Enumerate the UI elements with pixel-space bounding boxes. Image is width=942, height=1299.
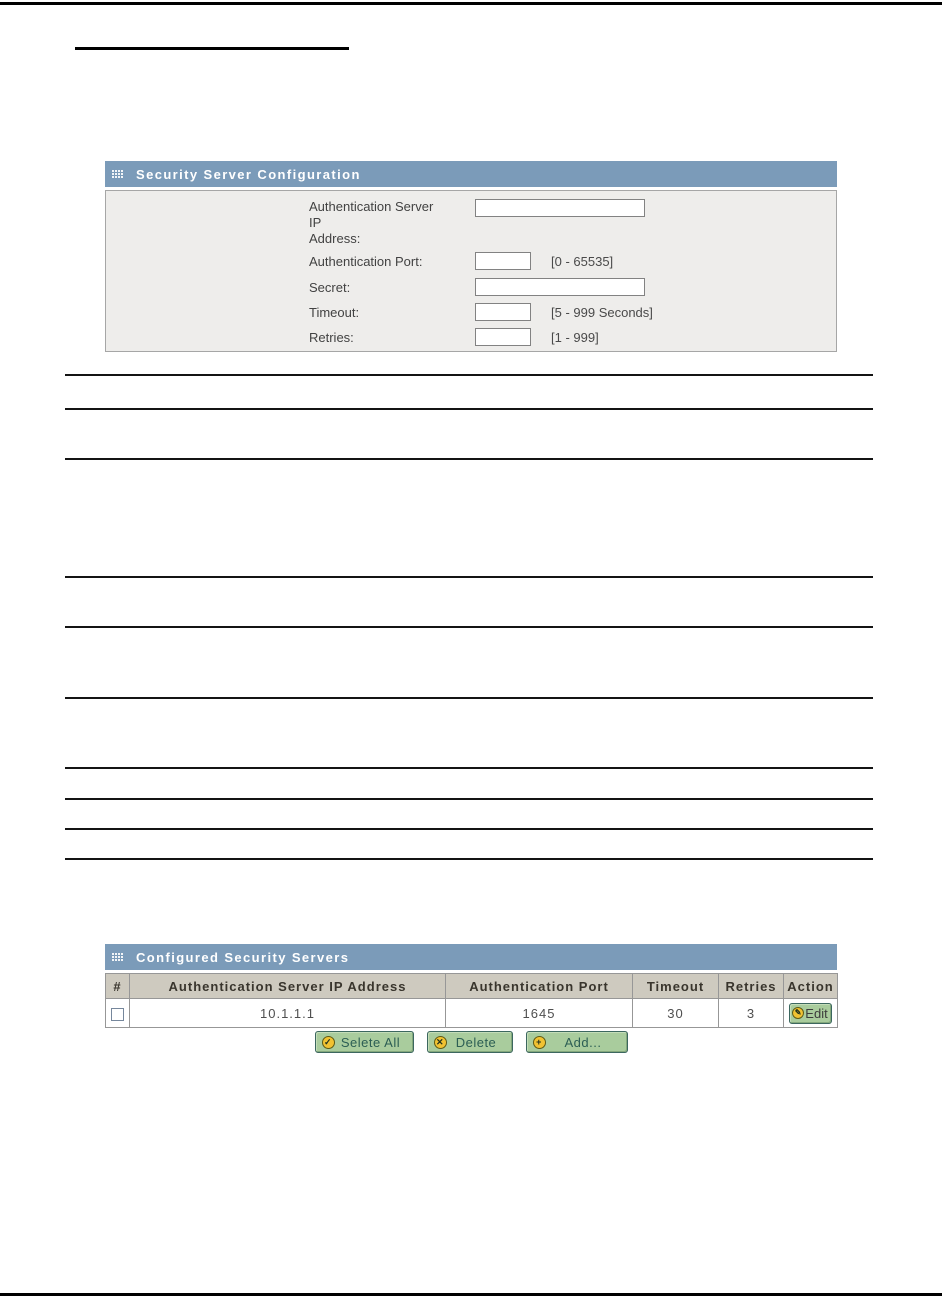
config-panel-body	[105, 190, 837, 352]
timeout-range-hint: [5 - 999 Seconds]	[551, 305, 653, 320]
col-header-retries: Retries	[719, 974, 784, 999]
select-all-button[interactable]: ✓ Selete All	[315, 1031, 414, 1053]
col-header-port: Authentication Port	[446, 974, 633, 999]
divider-line	[65, 408, 873, 410]
security-server-configuration-panel	[105, 161, 837, 352]
add-button[interactable]: + Add...	[526, 1031, 628, 1053]
retries-label: Retries:	[309, 330, 354, 345]
server-row	[106, 999, 838, 1028]
auth-port-range-hint: [0 - 65535]	[551, 254, 614, 269]
config-panel-header-bar	[105, 161, 837, 187]
col-header-action: Action	[784, 974, 838, 999]
divider-line	[65, 767, 873, 769]
divider-line	[65, 458, 873, 460]
divider-line	[65, 576, 873, 578]
server-timeout-cell: 30	[633, 999, 719, 1028]
servers-table-header-row	[106, 974, 838, 999]
row-select-cell	[106, 999, 130, 1028]
server-action-cell	[784, 999, 838, 1028]
secret-label: Secret:	[309, 280, 351, 295]
table-actions-row	[105, 1031, 837, 1053]
page-bottom-rule	[0, 1293, 942, 1296]
server-retries-cell: 3	[719, 999, 784, 1028]
auth-port-label: Authentication Port:	[309, 254, 423, 269]
grid-handle-icon	[112, 953, 124, 962]
auth-port-input[interactable]	[475, 252, 531, 270]
divider-line	[65, 798, 873, 800]
page-top-rule	[0, 2, 942, 5]
col-header-timeout: Timeout	[633, 974, 719, 999]
cross-icon: ✕	[434, 1036, 447, 1049]
divider-line	[65, 828, 873, 830]
col-header-number: #	[106, 974, 130, 999]
retries-range-hint: [1 - 999]	[551, 330, 599, 345]
edit-pencil-icon: ✎	[792, 1007, 804, 1019]
configured-security-servers-panel	[105, 944, 837, 1054]
grid-handle-icon	[112, 170, 124, 179]
servers-table	[105, 973, 838, 1028]
check-icon: ✓	[322, 1036, 335, 1049]
row-select-checkbox[interactable]	[111, 1008, 124, 1021]
divider-line	[65, 374, 873, 376]
col-header-ip: Authentication Server IP Address	[130, 974, 446, 999]
config-panel-title: Security Server Configuration	[136, 166, 361, 182]
divider-line	[65, 697, 873, 699]
retries-input[interactable]	[475, 328, 531, 346]
divider-line	[65, 626, 873, 628]
timeout-label: Timeout:	[309, 305, 360, 320]
auth-server-ip-input[interactable]	[475, 199, 645, 217]
edit-button[interactable]: ✎ Edit	[789, 1003, 831, 1024]
server-port-cell: 1645	[446, 999, 633, 1028]
plus-icon: +	[533, 1036, 546, 1049]
server-ip-cell: 10.1.1.1	[130, 999, 446, 1028]
servers-panel-header-bar	[105, 944, 837, 970]
auth-server-ip-label: Authentication Server IP Address:	[309, 199, 434, 246]
servers-panel-title: Configured Security Servers	[136, 949, 350, 965]
heading-underline	[75, 47, 349, 50]
divider-line	[65, 858, 873, 860]
timeout-input[interactable]	[475, 303, 531, 321]
secret-input[interactable]	[475, 278, 645, 296]
delete-button[interactable]: ✕ Delete	[427, 1031, 513, 1053]
